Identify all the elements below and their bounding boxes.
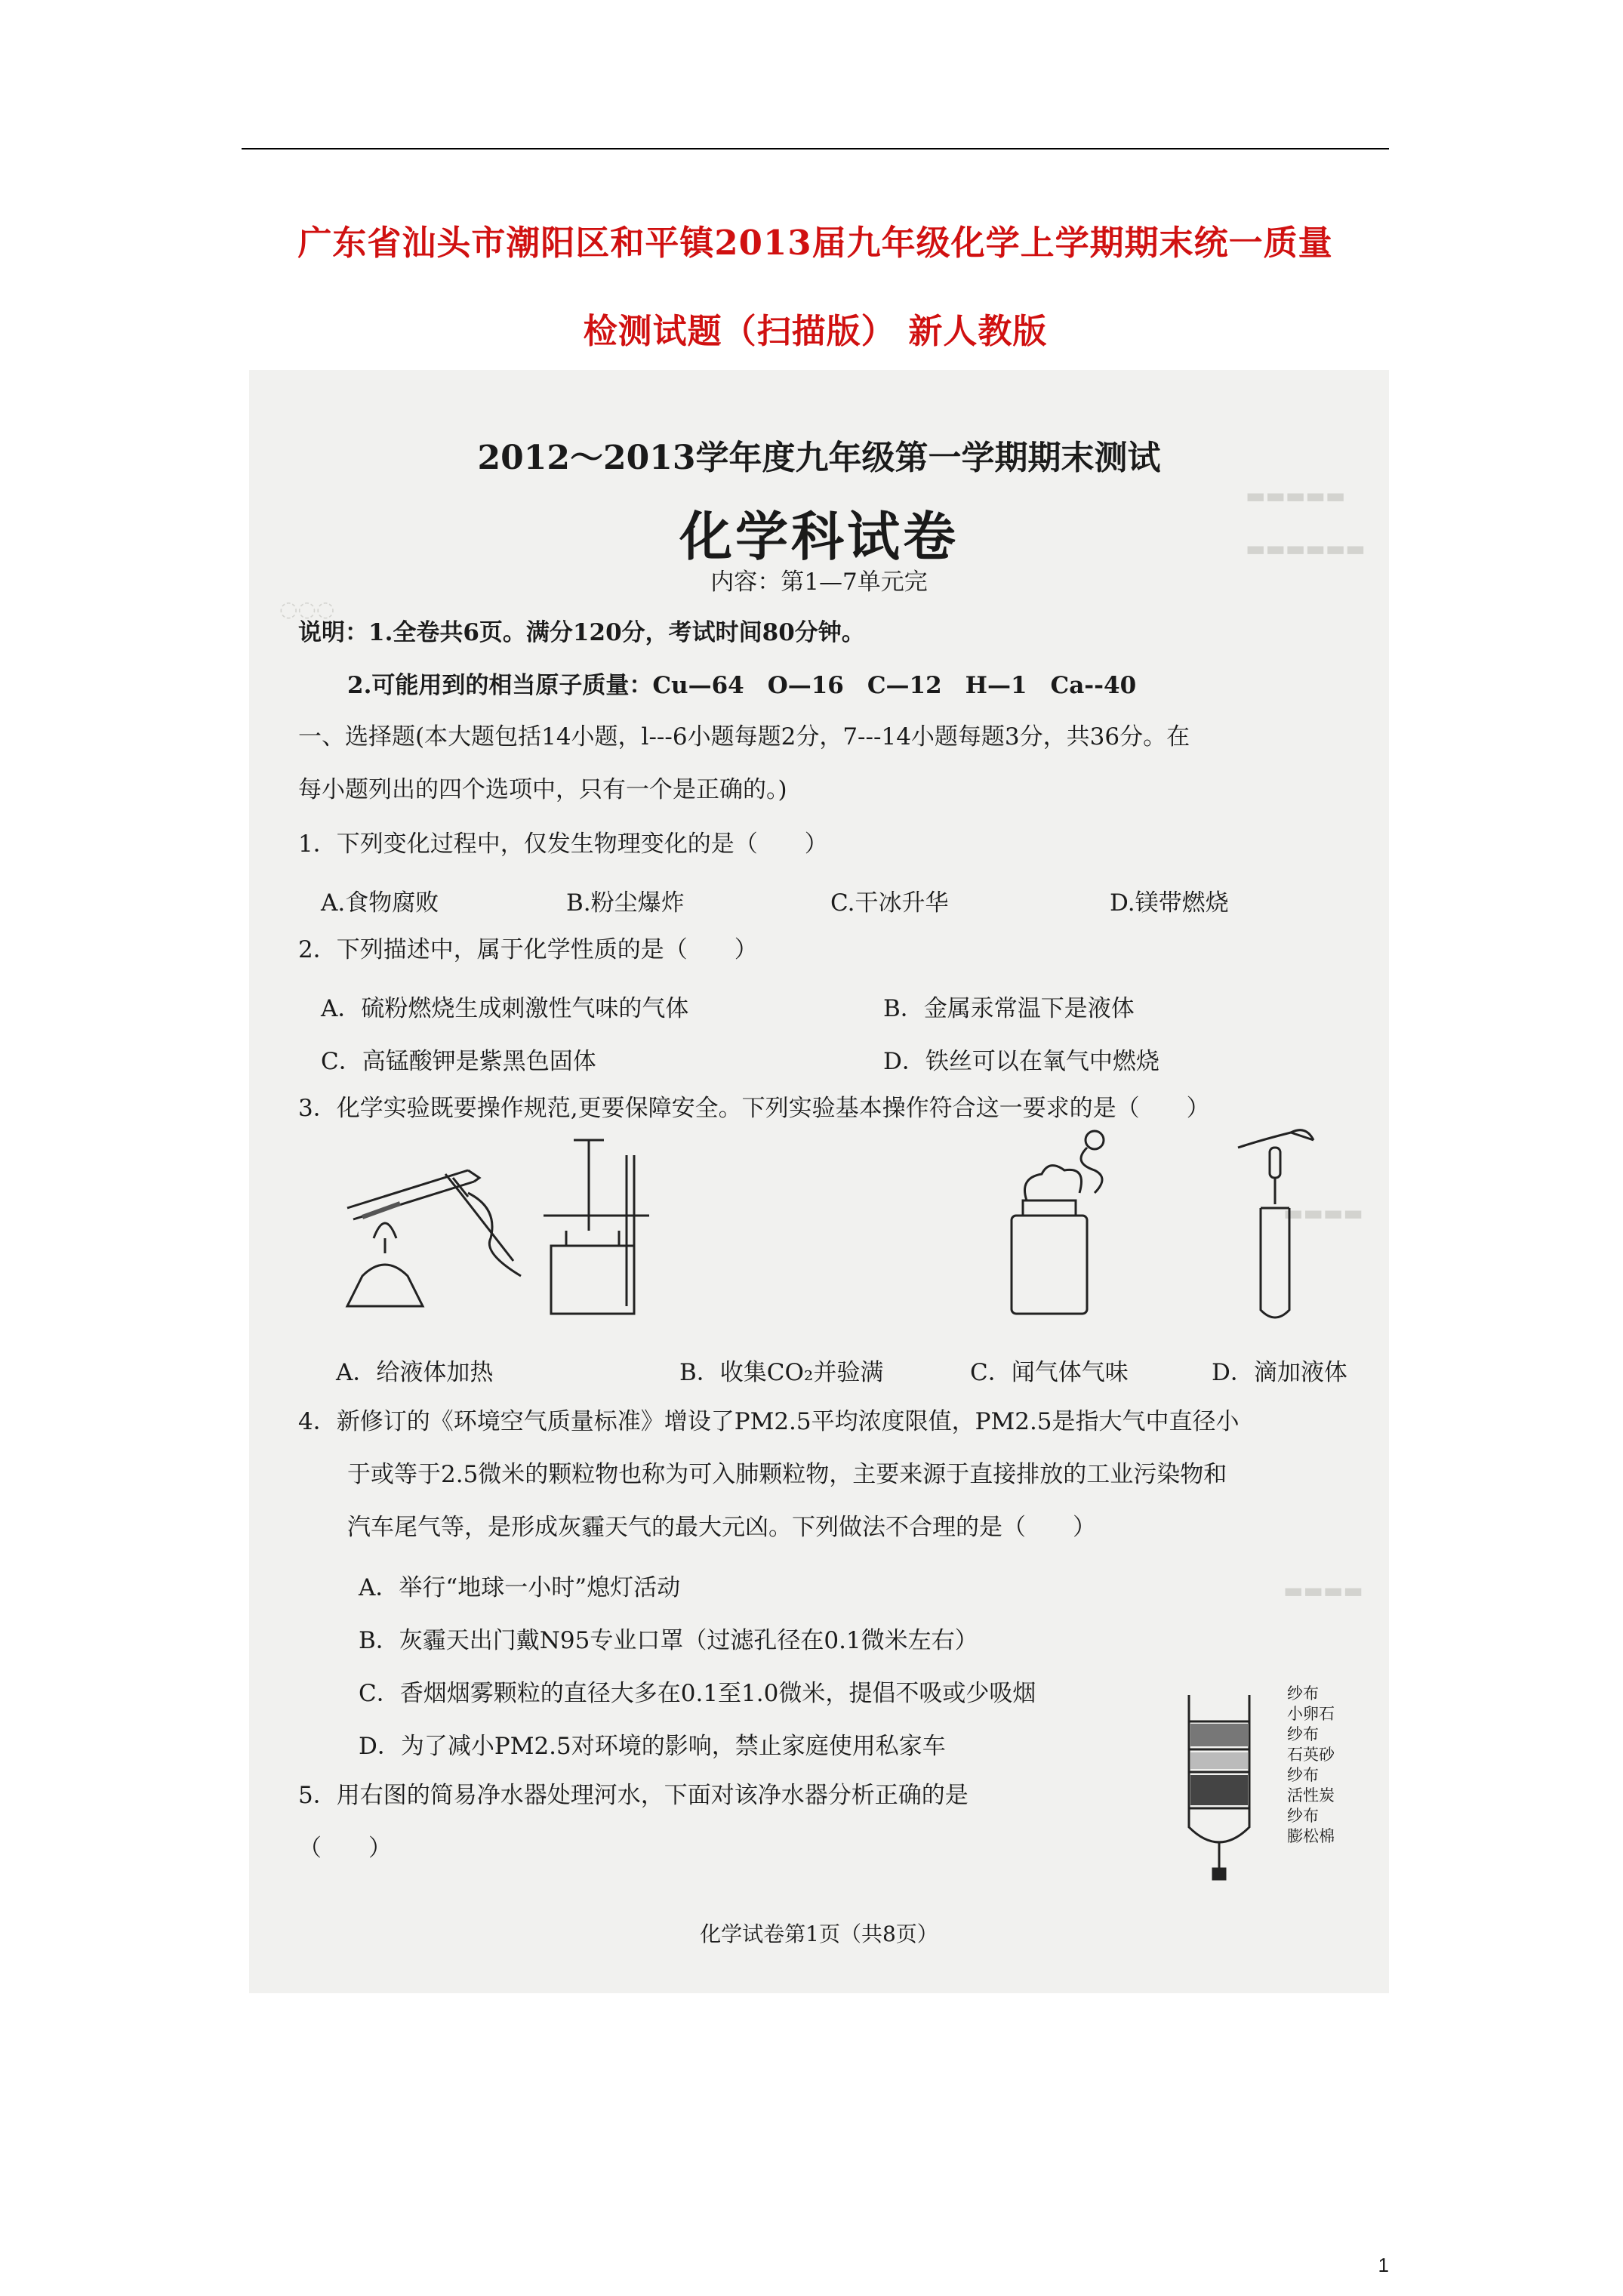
filter-layer-label: 活性炭 <box>1287 1786 1335 1804</box>
document-title-line1: 广东省汕头市潮阳区和平镇2013届九年级化学上学期期末统一质量 <box>297 223 1333 263</box>
filter-layer-label: 纱布 <box>1287 1807 1319 1825</box>
exam-header: 2012～2013学年度九年级第一学期期末测试 <box>477 439 1161 477</box>
question-3-option-c: C．闻气体气味 <box>970 1359 1129 1386</box>
filter-layer-label: 膨松棉 <box>1287 1827 1335 1845</box>
question-4-stem-cont: 于或等于2.5微米的颗粒物也称为可入肺颗粒物，主要来源于直接排放的工业污染物和 <box>347 1461 1227 1488</box>
question-3-option-a: A．给液体加热 <box>336 1359 494 1386</box>
question-1-stem: 1．下列变化过程中，仅发生物理变化的是（ ） <box>298 831 828 858</box>
document-title-line2: 检测试题（扫描版） 新人教版 <box>583 311 1048 351</box>
question-2-option-c: C．高锰酸钾是紫黑色固体 <box>321 1048 596 1075</box>
figure-smell-gas <box>989 1125 1140 1321</box>
question-4-option-c: C．香烟烟雾颗粒的直径大多在0.1至1.0微米，提倡不吸或少吸烟 <box>359 1680 1036 1707</box>
figure-heat-liquid <box>317 1125 544 1321</box>
exam-subject: 化学科试卷 <box>679 505 959 568</box>
filter-layer-label: 石英砂 <box>1287 1746 1335 1764</box>
header-rule <box>242 148 1389 149</box>
question-4-stem: 4．新修订的《环境空气质量标准》增设了PM2.5平均浓度限值，PM2.5是指大气中直径小 <box>298 1408 1240 1435</box>
question-2-stem: 2．下列描述中，属于化学性质的是（ ） <box>298 936 758 963</box>
bleed-through: ◌◌◌ <box>279 596 335 621</box>
question-2-option-b: B．金属汞常温下是液体 <box>883 995 1135 1022</box>
figure-collect-co2 <box>521 1125 717 1321</box>
figure-water-filter <box>1174 1687 1280 1884</box>
question-5-stem: 5．用右图的简易净水器处理河水，下面对该净水器分析正确的是 <box>298 1782 969 1809</box>
filter-layer-labels <box>1287 1684 1335 1847</box>
scan-page-footer: 化学试卷第1页（共8页） <box>700 1922 938 1946</box>
page-number: 1 <box>1378 2254 1389 2276</box>
exam-note-2: 2.可能用到的相当原子质量：Cu—64 O—16 C—12 H—1 Ca--40 <box>347 672 1137 699</box>
question-1-option-b: B.粉尘爆炸 <box>566 889 685 917</box>
question-2-option-d: D．铁丝可以在氧气中燃烧 <box>883 1048 1160 1075</box>
filter-layer-label: 小卵石 <box>1287 1705 1335 1723</box>
filter-layer-label: 纱布 <box>1287 1766 1319 1784</box>
question-1-option-a: A.食物腐败 <box>321 889 439 917</box>
question-3-option-b: B．收集CO₂并验满 <box>679 1359 884 1386</box>
bleed-through: ▬▬▬▬ <box>1283 1578 1363 1603</box>
figure-drop-liquid <box>1230 1117 1381 1329</box>
question-4-option-d: D．为了减小PM2.5对环境的影响，禁止家庭使用私家车 <box>359 1733 946 1760</box>
section-1-instructions: 一、选择题(本大题包括14小题，l---6小题每题2分，7---14小题每题3分，共36分。在 <box>298 723 1190 750</box>
question-5-answer-paren: （ ） <box>298 1835 392 1862</box>
question-1-option-d: D.镁带燃烧 <box>1110 889 1229 917</box>
exam-note-1: 说明：1.全卷共6页。满分120分，考试时间80分钟。 <box>298 619 865 646</box>
exam-content-scope: 内容：第1—7单元完 <box>710 569 928 596</box>
filter-layer-label: 纱布 <box>1287 1725 1319 1743</box>
question-3-stem: 3．化学实验既要操作规范,更要保障安全。下列实验基本操作符合这一要求的是（ ） <box>298 1095 1210 1122</box>
question-4-option-a: A．举行“地球一小时”熄灯活动 <box>359 1574 681 1601</box>
section-1-instructions-cont: 每小题列出的四个选项中，只有一个是正确的。) <box>298 776 787 803</box>
bleed-through: ▬▬▬▬▬▬ <box>1246 536 1366 561</box>
question-1-option-c: C.干冰升华 <box>830 889 949 917</box>
filter-layer-label: 纱布 <box>1287 1684 1319 1703</box>
question-2-option-a: A．硫粉燃烧生成刺激性气味的气体 <box>321 995 689 1022</box>
question-4-stem-cont-2: 汽车尾气等，是形成灰霾天气的最大元凶。下列做法不合理的是（ ） <box>347 1514 1096 1541</box>
bleed-through: ▬▬▬▬ <box>1283 1200 1363 1225</box>
question-4-option-b: B．灰霾天出门戴N95专业口罩（过滤孔径在0.1微米左右） <box>359 1627 978 1654</box>
bleed-through: ▬▬▬▬▬ <box>1246 483 1346 508</box>
scanned-exam-page <box>249 370 1389 1993</box>
question-3-option-d: D．滴加液体 <box>1212 1359 1347 1386</box>
